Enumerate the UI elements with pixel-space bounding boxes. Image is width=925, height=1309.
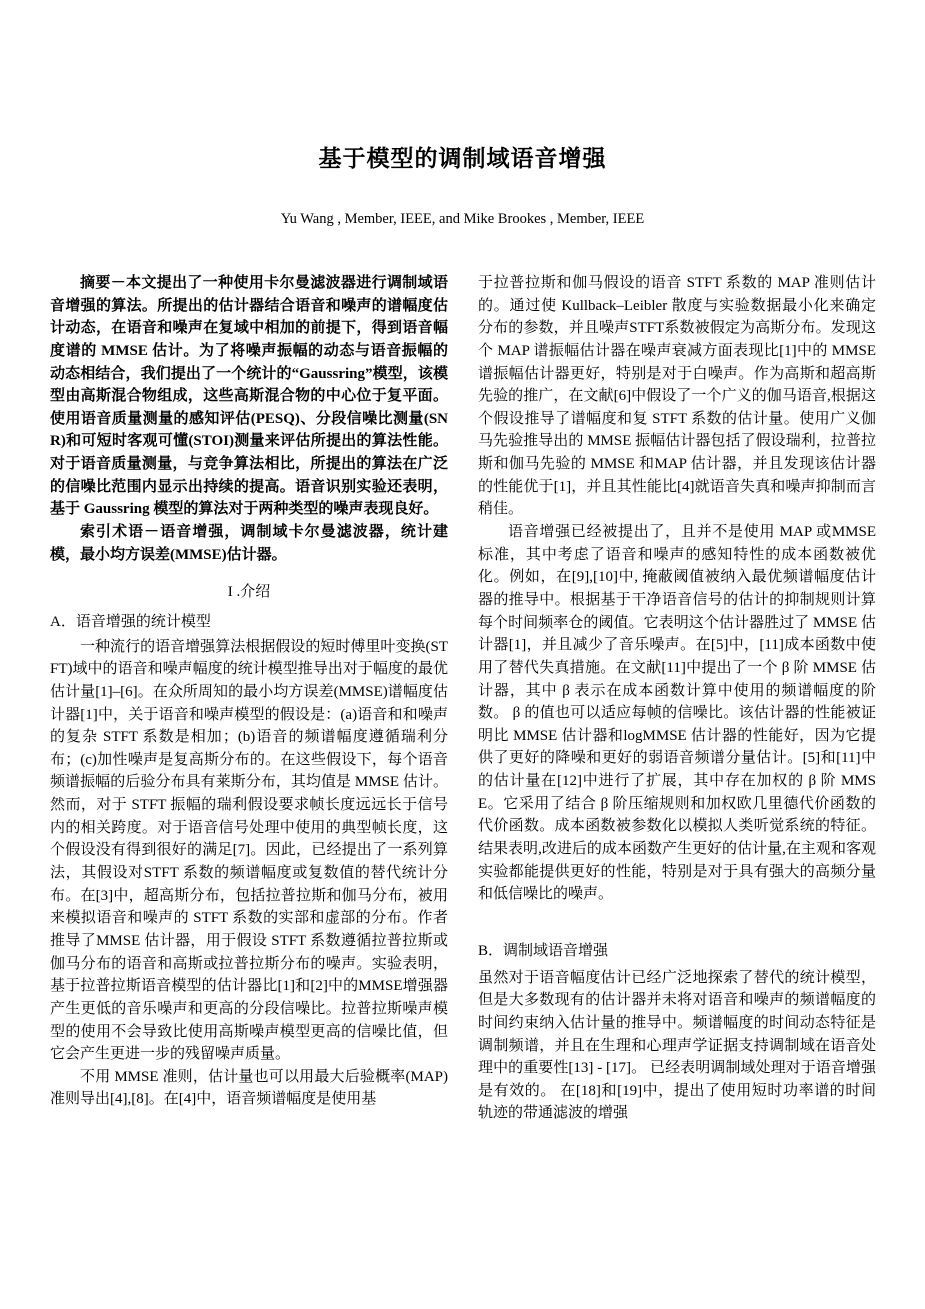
body-paragraph: 于拉普拉斯和伽马假设的语音 STFT 系数的 MAP 准则估计的。通过使 Kullback–Leibler 散度与实验数据最小化来确定分布的参数，并且噪声STFT系数被假定为高斯分布。发现这个 MAP 谱振幅估计器在噪声衰减方面表现比[1]中的 MMSE 谱振幅估计器更好，特别是对于白噪声。作为高斯和超高斯先验的推广，在文献[6]中假设了一个广义的伽马语音,根据这个假设推导了谱幅度和复 STFT 系数的估计量。使用广义伽马先验推导出的 MMSE 振幅估计器包括了假设瑞利，拉普拉斯和伽马先验的 MMSE 和MAP 估计器，并且发现该估计器的性能优于[1]，并且其性能比[4]就语音失真和噪声抑制而言稍佳。 (478, 275, 876, 518)
left-column (50, 272, 448, 1125)
right-column (478, 272, 876, 1125)
body-paragraph: 不用 MMSE 准则，估计量也可以用最大后验概率(MAP)准则导出[4],[8]。在[4]中，语音频谱幅度是使用基 (50, 1068, 448, 1108)
subsection-b-heading: B．调制域语音增强 (478, 942, 609, 959)
two-column-body (50, 272, 875, 1125)
subsection-a-heading: A．语音增强的统计模型 (50, 613, 211, 630)
body-paragraph: 一种流行的语音增强算法根据假设的短时傅里叶变换(STFT)域中的语音和噪声幅度的统计模型推导出对于幅度的最优估计量[1]–[6]。在众所周知的最小均方误差(MMSE)谱幅度估计器[1]中，关于语音和噪声模型的假设是：(a)语音和和噪声的复杂 STFT 系数是相加；(b)语音的频谱幅度遵循瑞利分布；(c)加性噪声是复高斯分布的。在这些假设下，每个语音频谱振幅的后验分布具有莱斯分布，其均值是 MMSE 估计。然而，对于 STFT 振幅的瑞利假设要求帧长度远远长于信号内的相关跨度。对于语音信号处理中使用的典型帧长度，这个假设没有得到很好的满足[7]。因此，已经提出了一系列算法，其假设对STFT 系数的频谱幅度或复数值的替代统计分布。在[3]中，超高斯分布，包括拉普拉斯和伽马分布，被用来模拟语音和噪声的 STFT 系数的实部和虚部的分布。作者推导了MMSE 估计器，用于假设 STFT 系数遵循拉普拉斯或伽马分布的语音和高斯或拉普拉斯分布的噪声。实验表明，基于拉普拉斯语音模型的估计器比[1]和[2]中的MMSE增强器产生更低的音乐噪声和更高的分段信噪比。拉普拉斯噪声模型的使用不会导致比使用高斯噪声模型更高的信噪比值，但它会产生更进一步的残留噪声质量。 (50, 638, 448, 1063)
paper-title: 基于模型的调制域语音增强 (318, 146, 607, 171)
paper-authors: Yu Wang , Member, IEEE, and Mike Brookes , Member, IEEE (280, 211, 645, 227)
index-terms-paragraph: 索引术语－语音增强，调制域卡尔曼滤波器，统计建模，最小均方误差(MMSE)估计器。 (50, 524, 448, 563)
body-paragraph: 虽然对于语音幅度估计已经广泛地探索了替代的统计模型，但是大多数现有的估计器并未将对语音和噪声的频谱幅度的时间约束纳入估计量的推导中。频谱幅度的时间动态特征是调制频谱，并且在生理和心理声学证据支持调制域在语音处理中的重要性[13] - [17]。 已经表明调制域处理对于语音增强是有效的。 在[18]和[19]中，提出了使用短时功率谱的时间轨迹的带通滤波的增强 (478, 969, 876, 1122)
abstract-paragraph: 摘要－本文提出了一种使用卡尔曼滤波器进行调制域语音增强的算法。所提出的估计器结合语音和噪声的谱幅度估计动态，在语音和噪声在复域中相加的前提下，得到语音幅度谱的 MMSE 估计。为了将噪声振幅的动态与语音振幅的动态相结合，我们提出了一个统计的“Gaussring”模型，该模型由高斯混合物组成，这些高斯混合物的中心位于复平面。使用语音质量测量的感知评估(PESQ)、分段信噪比测量(SNR)和可短时客观可懂(STOI)测量来评估所提出的算法性能。对于语音质量测量，与竞争算法相比，所提出的算法在广泛的信噪比范围内显示出持续的提高。语音识别实验还表明，基于 Gaussring 模型的算法对于两种类型的噪声表现良好。 (50, 275, 448, 518)
section-1-heading: I .介绍 (227, 584, 271, 601)
body-paragraph: 语音增强已经被提出了，且并不是使用 MAP 或MMSE 标准，其中考虑了语音和噪声的感知特性的成本函数被优化。例如，在[9],[10]中, 掩蔽阈值被纳入最优频谱幅度估计器的推导中。根据基于干净语音信号的估计的抑制规则计算每个时间频率仓的阈值。它表明这个估计器胜过了 MMSE 估计器[1]，并且减少了音乐噪声。在[5]中，[11]成本函数中使用了替代失真措施。在文献[11]中提出了一个 β 阶 MMSE 估计器，其中 β 表示在成本函数计算中使用的频谱幅度的阶数。 β 的值也可以适应每帧的信噪比。该估计器的性能被证明比 MMSE 估计器和logMMSE 估计器的性能好，因为它提供了更好的降噪和更好的弱语音频谱分量估计。[5]和[11]中的估计量在[12]中进行了扩展，其中存在加权的 β 阶 MMSE。它采用了结合 β 阶压缩规则和加权欧几里德代价函数的代价函数。成本函数被参数化以模拟人类听觉系统的特征。 结果表明,改进后的成本函数产生更好的估计量,在主观和客观实验都能提供更好的性能，特别是对于具有强大的高频分量和低信噪比的噪声。 (478, 524, 876, 903)
